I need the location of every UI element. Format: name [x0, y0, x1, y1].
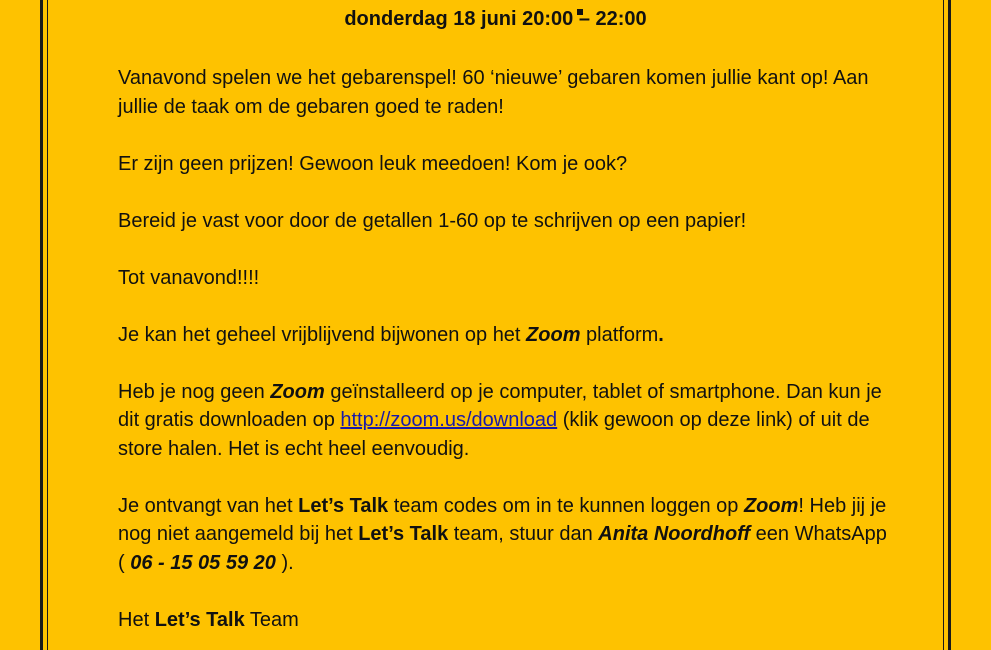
zoom-emphasis: Zoom — [743, 494, 799, 517]
flyer-body — [118, 64, 888, 650]
text-segment: Je kan het geheel vrijblijvend bijwonen op het — [118, 323, 527, 346]
text-segment: Je ontvangt van het — [118, 494, 299, 517]
zoom-emphasis: Zoom — [526, 323, 581, 346]
text-segment: team codes om in te kunnen loggen op — [388, 494, 744, 517]
paragraph-install-zoom — [118, 378, 888, 464]
lets-talk-name: Let’s Talk — [154, 608, 245, 631]
paragraph-signature — [118, 606, 888, 635]
paragraph-no-prizes: Er zijn geen prijzen! Gewoon leuk meedoen! Kom je ook? — [118, 152, 628, 175]
event-date-time: donderdag 18 juni 20:00 – 22:00 — [344, 8, 647, 30]
text-segment: ). — [275, 551, 294, 574]
zoom-download-link[interactable]: http://zoom.us/download — [340, 409, 558, 431]
lets-talk-name: Let’s Talk — [298, 494, 389, 517]
text-segment: Heb je nog geen — [118, 380, 271, 403]
text-segment: ! Heb jij je nog niet aangemeld bij het — [118, 494, 887, 545]
contact-name: Anita Noordhoff — [598, 523, 751, 545]
text-segment: Team — [244, 608, 299, 631]
text-segment: geïnstalleerd op je computer, tablet of smartphone. Dan kun je dit gratis downloaden op — [118, 380, 882, 431]
paragraph-prepare: Bereid je vast voor door de getallen 1-60 op te schrijven op een papier! — [118, 209, 747, 232]
bold-period: . — [658, 323, 664, 346]
paragraph-intro: Vanavond spelen we het gebarenspel! 60 ‘nieuwe’ gebaren komen jullie kant op! Aan jullie de taak om de gebaren goed te raden! — [118, 67, 869, 118]
paragraph-login-codes — [118, 492, 888, 578]
contact-phone: 06 - 15 05 59 20 — [130, 551, 276, 574]
zoom-emphasis: Zoom — [270, 380, 325, 403]
lets-talk-name: Let’s Talk — [358, 523, 449, 545]
text-segment: Het — [118, 608, 155, 631]
text-segment: een WhatsApp ( — [118, 523, 887, 574]
text-segment: (klik gewoon op deze link) of uit de store halen. Het is echt heel eenvoudig. — [118, 409, 870, 460]
paragraph-see-you: Tot vanavond!!!! — [118, 266, 260, 289]
text-segment: team, stuur dan — [448, 523, 599, 545]
text-segment: platform — [580, 323, 659, 346]
paragraph-zoom-platform — [118, 321, 888, 350]
